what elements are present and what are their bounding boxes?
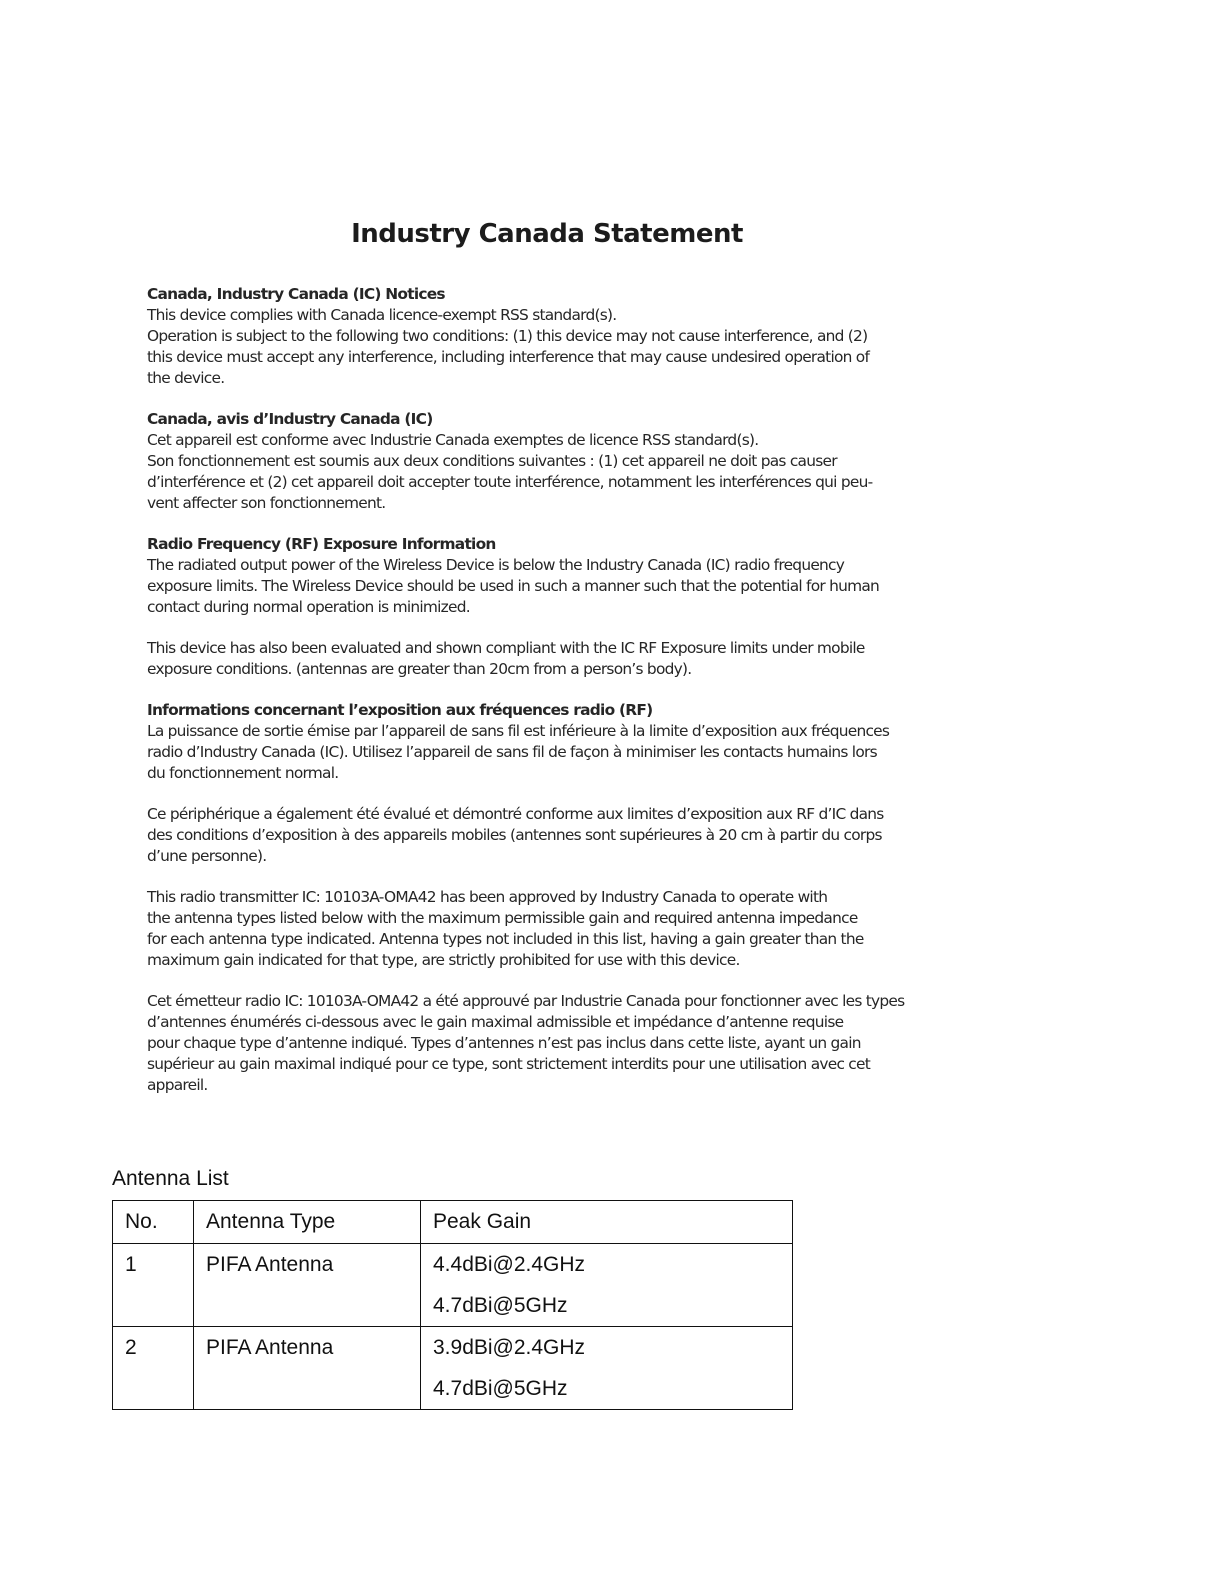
section-text: Cet émetteur radio IC: 10103A-OMA42 a été approuvé par Industrie Canada pour fonctionner avec les types d’antennes énumérés ci-dessous avec le gain maximal admissible et impédance d’antenne requise pour chaque type d’antenne indiqué. Types d’antennes n’est pas inclus dans cette liste, ayant un gain supérieur au gain maximal indiqué pour ce type, sont strictement interdits pour une utilisation avec cet appareil.: [147, 992, 905, 1094]
column-header-no: No.: [113, 1201, 194, 1244]
section-rf-mobile: [147, 638, 977, 680]
gain-value: 3.9dBi@2.4GHz: [433, 1336, 586, 1359]
section-text: Ce périphérique a également été évalué et démontré conforme aux limites d’exposition aux RF d’IC dans des conditions d’exposition à des appareils mobiles (antennes sont supérieures à 20 cm à partir du corps d’une personne).: [147, 805, 884, 865]
section-rf-peripherique: [147, 804, 977, 867]
section-text: This device complies with Canada licence-exempt RSS standard(s). Operation is subject to the following two conditions: (1) this device may not cause interference, and (2) this device must accept any interference, including interference that may cause undesired operation of the device.: [147, 306, 870, 387]
section-heading: Canada, avis d’Industry Canada (IC): [147, 410, 433, 428]
table-header-row: [113, 1201, 793, 1244]
section-text: The radiated output power of the Wireless Device is below the Industry Canada (IC) radio frequency exposure limits. The Wireless Device should be used in such a manner such that the potential for human contact during normal operation is minimized.: [147, 556, 880, 616]
page-title: Industry Canada Statement: [351, 219, 743, 250]
antenna-table: [112, 1200, 793, 1410]
cell-no: 1: [113, 1244, 194, 1327]
section-text: This radio transmitter IC: 10103A-OMA42 has been approved by Industry Canada to operate with the antenna types listed below with the maximum permissible gain and required antenna impedance for each antenna type indicated. Antenna types not included in this list, having a gain greater than the maximum gain indicated for that type, are strictly prohibited for use with this device.: [147, 888, 864, 969]
section-transmitter-fr: [147, 991, 977, 1096]
section-text: La puissance de sortie émise par l’appareil de sans fil est inférieure à la limite d’exposition aux fréquences radio d’Industry Canada (IC). Utilisez l’appareil de sans fil de façon à minimiser les contacts humains lors du fonctionnement normal.: [147, 722, 890, 782]
section-heading: Radio Frequency (RF) Exposure Information: [147, 535, 496, 553]
gain-value: 4.4dBi@2.4GHz: [433, 1253, 586, 1276]
section-ic-avis: [147, 409, 977, 514]
gain-value: 4.7dBi@5GHz: [433, 1294, 568, 1317]
section-rf-informations: [147, 700, 977, 784]
column-header-antenna-type: Antenna Type: [194, 1201, 421, 1244]
antenna-list-caption: Antenna List: [112, 1167, 229, 1190]
cell-peak-gain: [421, 1327, 793, 1410]
cell-antenna-type: PIFA Antenna: [194, 1244, 421, 1327]
section-heading: Informations concernant l’exposition aux fréquences radio (RF): [147, 701, 653, 719]
section-ic-notices: [147, 284, 977, 389]
table-row: [113, 1244, 793, 1327]
section-text: Cet appareil est conforme avec Industrie Canada exemptes de licence RSS standard(s). Son fonctionnement est soumis aux deux conditions suivantes : (1) cet appareil ne doit pas causer d’interférence et (2) cet appareil doit accepter toute interférence, notamment les interférences qui peu- vent affecter son fonctionnement.: [147, 431, 873, 512]
cell-no: 2: [113, 1327, 194, 1410]
section-transmitter-en: [147, 887, 977, 971]
cell-peak-gain: [421, 1244, 793, 1327]
gain-value: 4.7dBi@5GHz: [433, 1377, 568, 1400]
statement-body: [147, 284, 977, 1116]
cell-antenna-type: PIFA Antenna: [194, 1327, 421, 1410]
table-row: [113, 1327, 793, 1410]
column-header-peak-gain: Peak Gain: [421, 1201, 793, 1244]
section-heading: Canada, Industry Canada (IC) Notices: [147, 285, 445, 303]
section-rf-exposure: [147, 534, 977, 618]
section-text: This device has also been evaluated and shown compliant with the IC RF Exposure limits under mobile exposure conditions. (antennas are greater than 20cm from a person’s body).: [147, 639, 865, 678]
